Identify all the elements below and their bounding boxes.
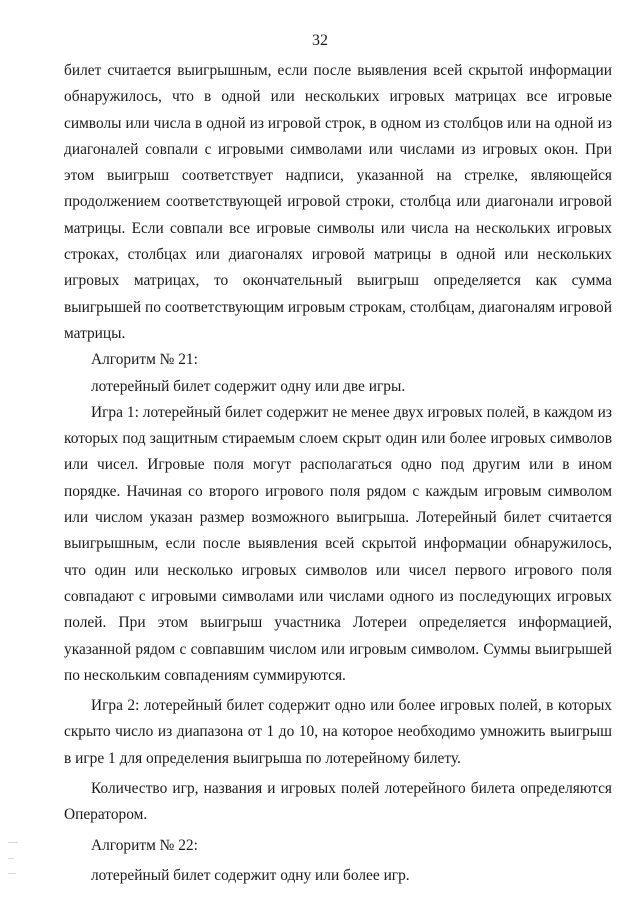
scan-artifact bbox=[8, 858, 14, 859]
page-body bbox=[64, 58, 612, 889]
game-1-paragraph: Игра 1: лотерейный билет содержит не менее двух игровых полей, в каждом из которых под защитным стираемым слоем скрыт один или более игровых символов или чисел. Игровые поля могут располагаться одно под другим или в ином порядке. Начиная со второго игрового поля рядом с каждым игровым символом или числом указан размер возможного выигрыша. Лотерейный билет считается выигрышным, если после выявления всей скрытой информации обнаружилось, что один или несколько игровых символов или чисел первого игрового поля совпадают с игровыми символами или числами одного из последующих игровых полей. При этом выигрыш участника Лотереи определяется информацией, указанной рядом с совпавшим числом или игровым символом. Суммы выигрышей по нескольким совпадениям суммируются. bbox=[64, 403, 612, 684]
algorithm-21-summary: лотерейный билет содержит одну или две игры. bbox=[91, 377, 406, 395]
operator-paragraph: Количество игр, названия и игровых полей лотерейного билета определяются Оператором. bbox=[64, 780, 612, 824]
algorithm-22-summary: лотерейный билет содержит одну или более игр. bbox=[91, 866, 410, 884]
page-number: 32 bbox=[312, 32, 328, 49]
scan-artifact bbox=[8, 873, 16, 874]
algorithm-22-heading: Алгоритм № 22: bbox=[91, 836, 198, 854]
algorithm-21-heading: Алгоритм № 21: bbox=[91, 351, 198, 369]
scan-artifact bbox=[8, 842, 18, 843]
game-2-paragraph: Игра 2: лотерейный билет содержит одно или более игровых полей, в которых скрыто число из диапазона от 1 до 10, на которое необходимо умножить выигрыш в игре 1 для определения выигрыша по лотерейному билету. bbox=[64, 697, 612, 767]
paragraph-continuation: билет считается выигрышным, если после выявления всей скрытой информации обнаружилось, что в одной или нескольких игровых матрицах все игровые символы или числа в одной из игровой строк, в одном из столбцов или на одной из диагоналей совпали с игровыми символами или числами из игровых окон. При этом выигрыш соответствует надписи, указанной на стрелке, являющейся продолжением соответствующей игровой строки, столбца или диагонали игровой матрицы. Если совпали все игровые символы или числа на нескольких игровых строках, столбцах или диагоналях игровой матрицы в одной или нескольких игровых матрицах, то окончательный выигрыш определяется как сумма выигрышей по соответствующим игровым строкам, столбцам, диагоналям игровой матрицы. bbox=[64, 62, 612, 342]
